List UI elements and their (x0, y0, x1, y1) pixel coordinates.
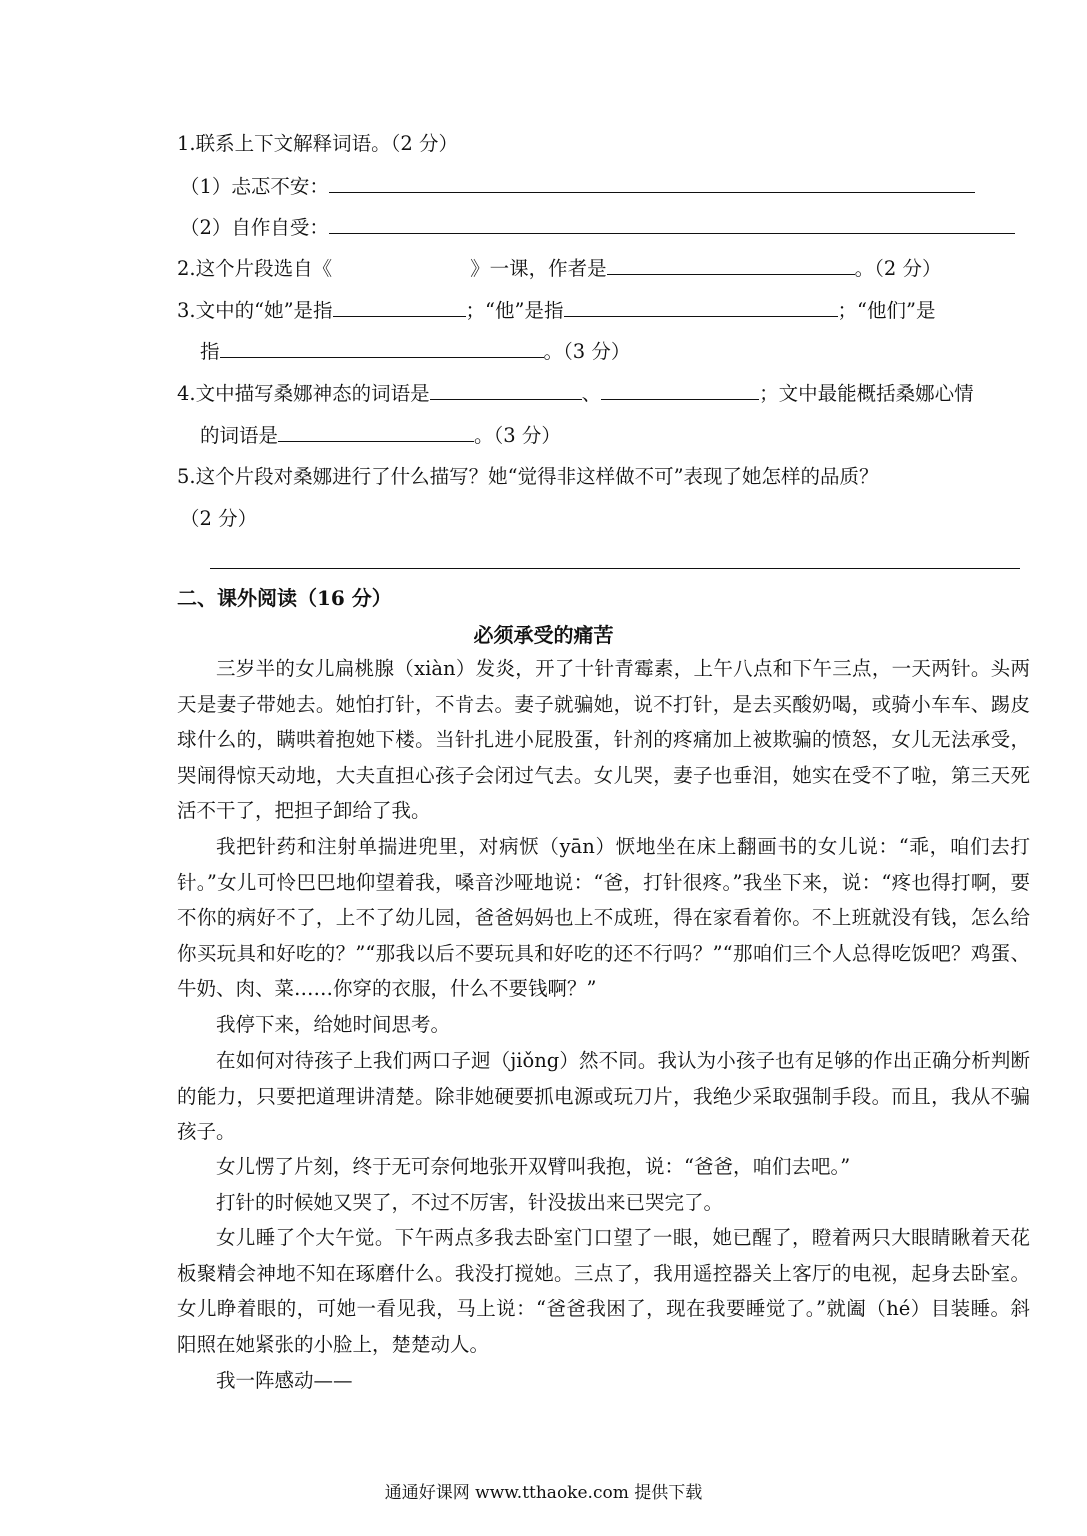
paragraph-2: 我把针药和注射单揣进兜里，对病恹（yān）恹地坐在床上翻画书的女儿说：“乖，咱们去打针。”女儿可怜巴巴地仰望着我，嗓音沙哑地说：“爸，打针很疼。”我坐下来，说：“疼也得打啊，要不你的病好不了，上不了幼儿园，爸爸妈妈也上不成班，得在家看着你。不上班就没有钱，怎么给你买玩具和好吃的？”“那我以后不要玩具和好吃的还不行吗？”“那咱们三个人总得吃饭吧？鸡蛋、牛奶、肉、菜……你穿的衣服，什么不要钱啊？” (177, 835, 1030, 1001)
page-footer: 通通好课网 www.tthaoke.com 提供下载 (384, 1483, 703, 1503)
question-1-1-label: （1）忐忑不安： (180, 175, 329, 198)
question-3-text-d: 指 (200, 340, 220, 363)
answer-blank-3-he[interactable] (564, 296, 838, 317)
paragraph-6: 打针的时候她又哭了，不过不厉害，针没拔出来已哭完了。 (216, 1191, 724, 1214)
question-5-score: （2 分） (180, 507, 258, 530)
question-3 (177, 296, 1029, 326)
answer-blank-3-she[interactable] (333, 296, 466, 317)
article-title: 必须承受的痛苦 (473, 623, 614, 647)
paragraph-1: 三岁半的女儿扁桃腺（xiàn）发炎，开了十针青霉素，上午八点和下午三点，一天两针。头两天是妻子带她去。她怕打针，不肯去。妻子就骗她，说不打针，是去买酸奶喝，或骑小车车、踢皮球什么的，瞒哄着抱她下楼。当针扎进小屁股蛋，针剂的疼痛加上被欺骗的愤怒，女儿无法承受，哭闹得惊天动地，大夫直担心孩子会闭过气去。女儿哭，妻子也垂泪，她实在受不了啦，第三天死活不干了，把担子卸给了我。 (177, 657, 1030, 823)
question-1: 1.联系上下文解释词语。（2 分） (177, 132, 458, 155)
answer-blank-1-2[interactable] (329, 213, 1015, 234)
question-3-text-b: ；“他”是指 (465, 299, 564, 322)
paragraph-4: 在如何对待孩子上我们两口子迥（jiǒng）然不同。我认为小孩子也有足够的作出正确分析判断的能力，只要把道理讲清楚。除非她硬要抓电源或玩刀片，我绝少采取强制手段。而且，我从不骗孩子。 (177, 1049, 1030, 1144)
answer-blank-2-author[interactable] (607, 254, 855, 275)
answer-line-5[interactable] (210, 568, 1020, 569)
question-3-text-c: ；“他们”是 (837, 299, 936, 322)
question-4-text-c: ；文中最能概括桑娜心情 (759, 382, 974, 405)
answer-blank-4-3[interactable] (278, 421, 474, 442)
question-1-2 (180, 213, 1029, 243)
question-2-text-a: 2.这个片段选自《 (177, 257, 333, 280)
answer-blank-4-2[interactable] (601, 379, 759, 400)
question-4-text-b: 、 (581, 382, 602, 405)
paragraph-7: 女儿睡了个大午觉。下午两点多我去卧室门口望了一眼，她已醒了，瞪着两只大眼睛瞅着天花板聚精会神地不知在琢磨什么。我没打搅她。三点了，我用遥控器关上客厅的电视，起身去卧室。女儿睁着眼的，可她一看见我，马上说：“爸爸我困了，现在我要睡觉了。”就阖（hé）目装睡。斜阳照在她紧张的小脸上，楚楚动人。 (177, 1226, 1030, 1356)
question-2 (177, 254, 1029, 284)
answer-blank-1-1[interactable] (329, 172, 975, 193)
question-4-text-a: 4.文中描写桑娜神态的词语是 (177, 382, 430, 405)
question-3-text-e: 。（3 分） (543, 340, 631, 363)
answer-blank-3-they[interactable] (220, 337, 544, 358)
paragraph-8: 我一阵感动—— (216, 1369, 353, 1392)
question-4-text-e: 。（3 分） (474, 424, 561, 447)
question-1-1 (180, 172, 1029, 202)
question-2-text-c: 。（2 分） (854, 257, 942, 280)
question-3-cont (200, 337, 1029, 367)
question-2-text-b: 》一课，作者是 (470, 257, 607, 280)
question-4-text-d: 的词语是 (200, 424, 279, 447)
question-3-text-a: 3.文中的“她”是指 (177, 299, 333, 322)
paragraph-3: 我停下来，给她时间思考。 (216, 1013, 451, 1036)
question-1-2-label: （2）自作自受： (180, 216, 329, 239)
question-5: 5.这个片段对桑娜进行了什么描写？她“觉得非这样做不可”表现了她怎样的品质？ (177, 465, 879, 488)
section-2-heading: 二、课外阅读（16 分） (177, 586, 392, 610)
question-4-cont (200, 421, 1029, 451)
paragraph-5: 女儿愣了片刻，终于无可奈何地张开双臂叫我抱，说：“爸爸，咱们去吧。” (216, 1155, 851, 1178)
question-4 (177, 379, 1029, 409)
answer-blank-4-1[interactable] (430, 379, 582, 400)
